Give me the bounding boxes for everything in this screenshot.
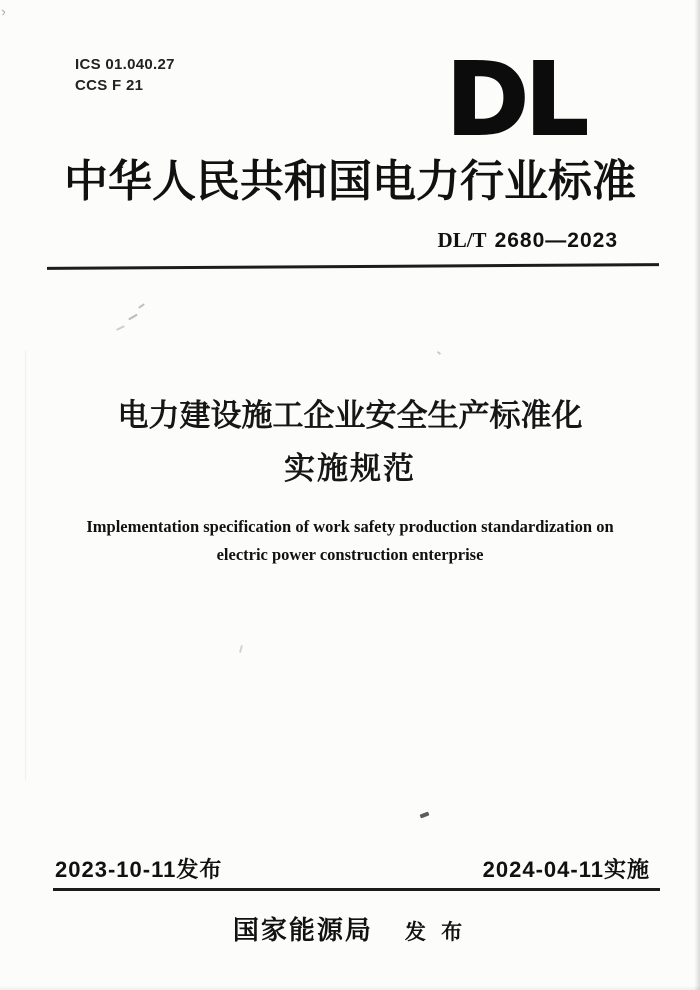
title-zh-line2: 实施规范 — [284, 451, 416, 486]
dl-logo: DL — [446, 41, 585, 158]
standard-body-title: 中华人民共和国电力行业标准 — [64, 157, 636, 206]
scan-corner-artifact: › — [0, 2, 7, 20]
scan-smudge — [116, 325, 125, 331]
title-zh-line1: 电力建设施工企业安全生产标准化 — [117, 398, 583, 433]
publisher-action: 发 布 — [404, 920, 468, 944]
standard-number — [438, 228, 618, 253]
scan-edge-shadow-right — [694, 0, 700, 990]
scan-edge-line — [25, 350, 26, 780]
classification-codes — [75, 54, 175, 96]
implement-label: 实施 — [603, 857, 650, 882]
issue-label: 发布 — [176, 857, 223, 882]
scan-smudge — [138, 303, 145, 309]
publisher-name: 国家能源局 — [232, 916, 373, 945]
standard-number-value: 2680—2023 — [494, 229, 618, 252]
title-en-line2: electric power construction enterprise — [216, 545, 484, 564]
scan-smudge — [420, 812, 430, 819]
implement-date-group — [483, 857, 650, 883]
publisher-row — [0, 910, 700, 947]
footer-rule — [53, 888, 660, 891]
document-title-en — [35, 513, 665, 569]
standard-number-prefix: DL/T — [437, 228, 487, 252]
ccs-code: CCS F 21 — [75, 77, 144, 94]
issue-date: 2023-10-11 — [55, 857, 177, 882]
issue-date-group — [55, 857, 222, 883]
implement-date: 2024-04-11 — [482, 857, 604, 882]
header-rule — [47, 263, 659, 270]
scan-smudge — [437, 351, 441, 355]
ics-code: ICS 01.040.27 — [75, 56, 175, 73]
document-title-zh — [0, 398, 700, 487]
scan-edge-shadow-bottom — [0, 986, 700, 990]
scan-smudge — [239, 645, 243, 653]
title-en-line1: Implementation specification of work safety production standardization on — [86, 517, 614, 536]
dates-row — [55, 857, 650, 883]
scan-smudge — [128, 314, 138, 321]
